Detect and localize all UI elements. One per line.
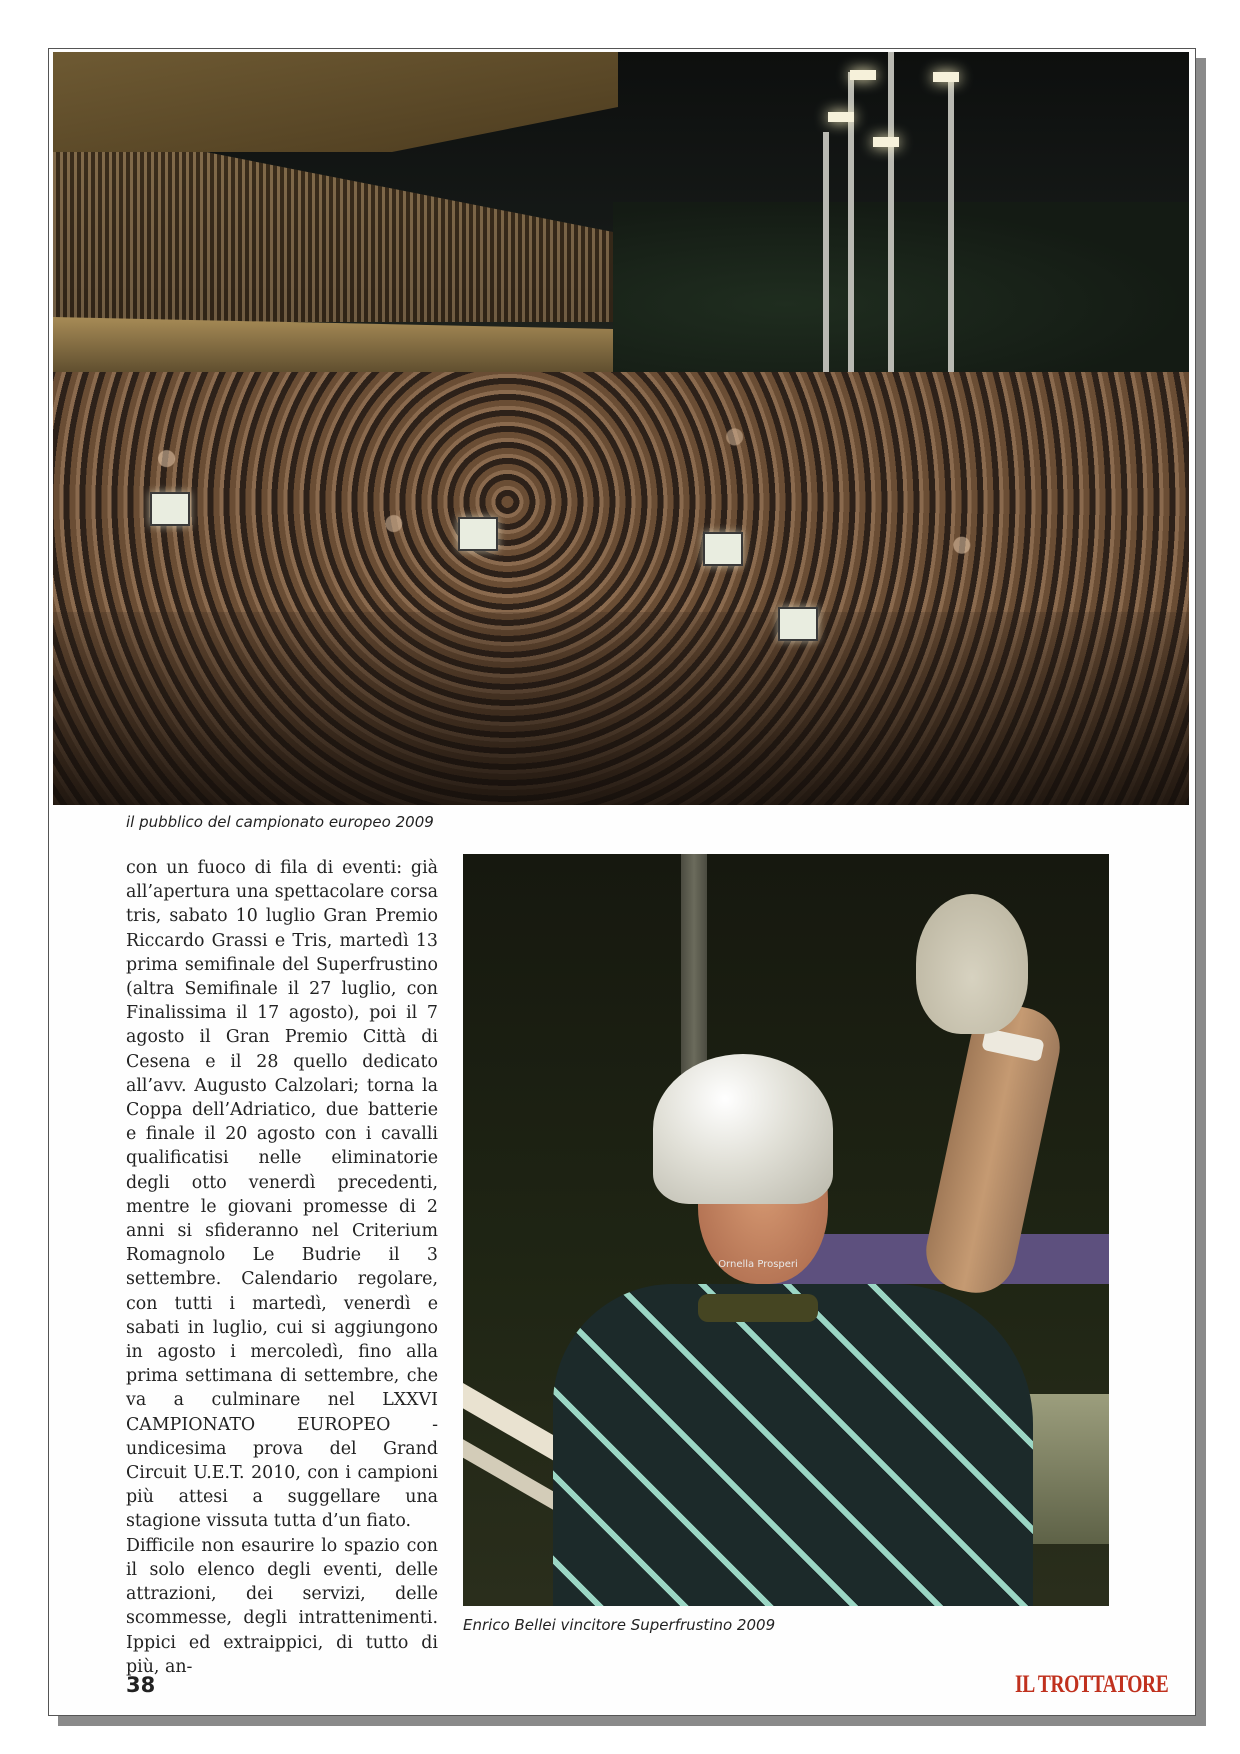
article-body [126,856,438,1679]
light-pole [948,72,954,382]
waving-hand [916,894,1028,1034]
floodlight [828,112,854,122]
light-pole [823,132,829,372]
magazine-logo: IL TROTTATORE [1015,1671,1169,1698]
bottom-photo-caption: Enrico Bellei vincitore Superfrustino 2009 [463,1616,776,1634]
driver-jacket [553,1284,1033,1606]
article-paragraph: con un fuoco di fila di eventi: già all’apertura una spettacolare corsa tris, sabato 10 luglio Gran Premio Riccardo Grassi e Tris, martedì 13 prima semifinale del Superfrustino (altra Semifinale il 27 luglio, con Finalissima il 17 agosto), poi il 7 agosto il Gran Premio Città di Cesena e il 28 quello dedicato all’avv. Augusto Calzolari; torna la Coppa dell’Adriatico, due batterie e finale il 20 agosto con i cavalli qualificatisi nelle eliminatorie degli otto venerdì precedenti, mentre le giovani promesse di 2 anni si sfideranno nel Criterium Romagnolo Le Budrie il 3 settembre. Calendario regolare, con tutti i martedì, venerdì e sabati in luglio, cui si aggiungono in agosto i mercoledì, fino alla prima settimana di settembre, che va a culminare nel LXXVI CAMPIONATO EUROPEO - undicesima prova del Grand Circuit U.E.T. 2010, con i campioni più attesi a suggellare una stagione vissuta tutta d’un fiato. [126,858,438,1532]
floodlight [933,72,959,82]
floodlight [850,70,876,80]
betting-monitor [150,492,190,526]
goggles [698,1294,818,1322]
betting-monitor [703,532,743,566]
driver-helmet [653,1054,833,1204]
light-post [681,854,707,1084]
betting-monitor [458,517,498,551]
dining-tables [53,612,1189,805]
jersey-text: Ornella Prosperi [718,1259,798,1270]
trees [613,202,1189,372]
grandstand-crowd-photo [53,52,1189,805]
top-photo-caption: il pubblico del campionato europeo 2009 [126,813,434,831]
betting-monitor [778,607,818,641]
light-pole [888,52,894,372]
driver-waving-photo [463,854,1109,1606]
floodlight [873,137,899,147]
page-number: 38 [126,1673,156,1697]
article-paragraph: Difficile non esaurire lo spazio con il solo elenco degli eventi, delle attrazioni, dei servizi, delle scommesse, degli intrattenimenti. Ippici ed extraippici, di tutto di più, an- [126,1535,438,1677]
